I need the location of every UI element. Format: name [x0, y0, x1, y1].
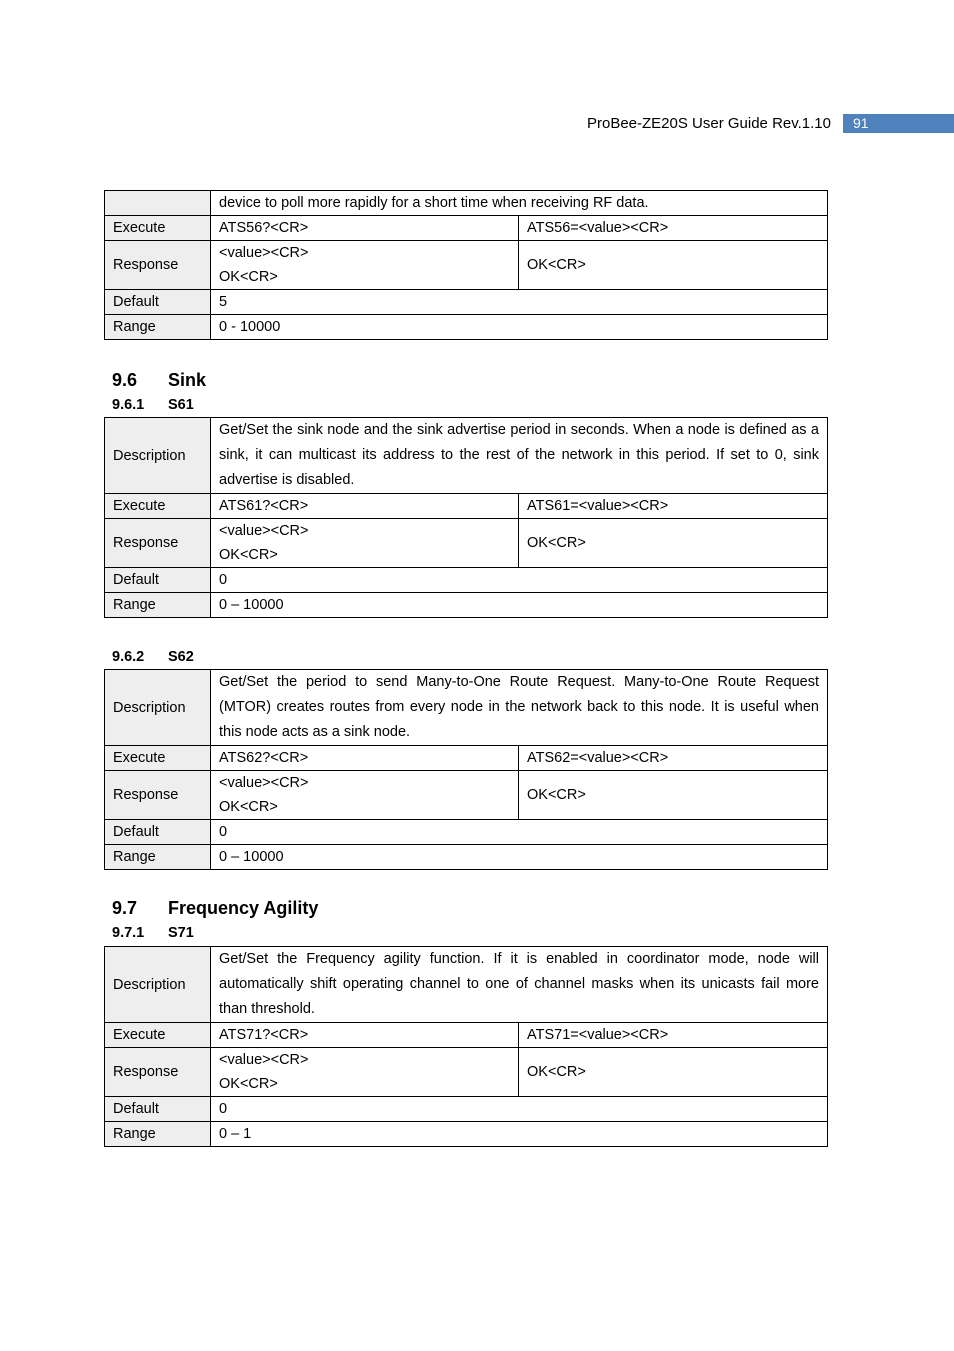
section-title: Frequency Agility [168, 898, 319, 918]
execute-set: ATS71=<value><CR> [519, 1023, 828, 1048]
description-value: Get/Set the Frequency agility function. If it is enabled in coordinator mode, node will automatically shift operating channel to one of channel masks when its unicasts fail more than threshold. [211, 947, 828, 1023]
description-label: Description [105, 947, 211, 1023]
response-set: OK<CR> [519, 241, 828, 290]
subsection-title: S62 [168, 649, 194, 665]
description-label: Description [105, 418, 211, 494]
range-label: Range [105, 845, 211, 870]
execute-get: ATS56?<CR> [211, 216, 519, 241]
execute-set: ATS56=<value><CR> [519, 216, 828, 241]
response-get-line2: OK<CR> [219, 1076, 278, 1092]
execute-label: Execute [105, 494, 211, 519]
response-label: Response [105, 771, 211, 820]
execute-get: ATS62?<CR> [211, 746, 519, 771]
default-value: 5 [211, 290, 828, 315]
range-value: 0 – 1 [211, 1122, 828, 1147]
response-get-line2: OK<CR> [219, 799, 278, 815]
subsection-title: S71 [168, 925, 194, 941]
response-get [211, 1048, 519, 1097]
range-label: Range [105, 1122, 211, 1147]
default-value: 0 [211, 1097, 828, 1122]
response-label: Response [105, 241, 211, 290]
s56-spec-table [104, 190, 828, 340]
description-value: Get/Set the sink node and the sink advertise period in seconds. When a node is defined as a sink, it can multicast its address to the rest of the network in this period. If set to 0, sink advertise is disabled. [211, 418, 828, 494]
response-get-line1: <value><CR> [219, 775, 309, 791]
default-value: 0 [211, 568, 828, 593]
description-label: Description [105, 670, 211, 746]
page-header [587, 114, 954, 133]
range-label: Range [105, 315, 211, 340]
response-get-line1: <value><CR> [219, 245, 309, 261]
range-value: 0 – 10000 [211, 593, 828, 618]
response-get-line2: OK<CR> [219, 547, 278, 563]
response-get [211, 519, 519, 568]
subsection-number: 9.7.1 [112, 925, 145, 941]
section-number: 9.7 [112, 898, 138, 918]
subsection-number: 9.6.2 [112, 649, 145, 665]
subsection-title: S61 [168, 397, 194, 413]
cell-blank [105, 191, 211, 216]
response-label: Response [105, 519, 211, 568]
default-label: Default [105, 820, 211, 845]
response-label: Response [105, 1048, 211, 1097]
range-value: 0 – 10000 [211, 845, 828, 870]
s71-spec-table [104, 946, 828, 1147]
response-get [211, 771, 519, 820]
subsection-heading [112, 925, 194, 941]
response-get-line2: OK<CR> [219, 269, 278, 285]
response-get-line1: <value><CR> [219, 523, 309, 539]
execute-label: Execute [105, 216, 211, 241]
response-get-line1: <value><CR> [219, 1052, 309, 1068]
section-number: 9.6 [112, 370, 138, 390]
response-set: OK<CR> [519, 519, 828, 568]
execute-set: ATS61=<value><CR> [519, 494, 828, 519]
s61-spec-table [104, 417, 828, 618]
default-label: Default [105, 1097, 211, 1122]
response-get [211, 241, 519, 290]
section-title: Sink [168, 370, 207, 390]
description-value: Get/Set the period to send Many-to-One Route Request. Many-to-One Route Request (MTOR) creates routes from every node in the network back to this node. It is useful when this node acts as a sink node. [211, 670, 828, 746]
page-number: 91 [843, 114, 954, 133]
default-value: 0 [211, 820, 828, 845]
default-label: Default [105, 290, 211, 315]
execute-get: ATS61?<CR> [211, 494, 519, 519]
default-label: Default [105, 568, 211, 593]
description-value: device to poll more rapidly for a short time when receiving RF data. [211, 191, 828, 216]
execute-label: Execute [105, 1023, 211, 1048]
subsection-number: 9.6.1 [112, 397, 145, 413]
section-heading [112, 898, 318, 919]
execute-set: ATS62=<value><CR> [519, 746, 828, 771]
section-heading [112, 370, 206, 391]
range-label: Range [105, 593, 211, 618]
subsection-heading [112, 649, 194, 665]
response-set: OK<CR> [519, 1048, 828, 1097]
response-set: OK<CR> [519, 771, 828, 820]
subsection-heading [112, 397, 194, 413]
execute-label: Execute [105, 746, 211, 771]
document-title: ProBee-ZE20S User Guide Rev.1.10 [586, 115, 831, 132]
s62-spec-table [104, 669, 828, 870]
range-value: 0 - 10000 [211, 315, 828, 340]
execute-get: ATS71?<CR> [211, 1023, 519, 1048]
